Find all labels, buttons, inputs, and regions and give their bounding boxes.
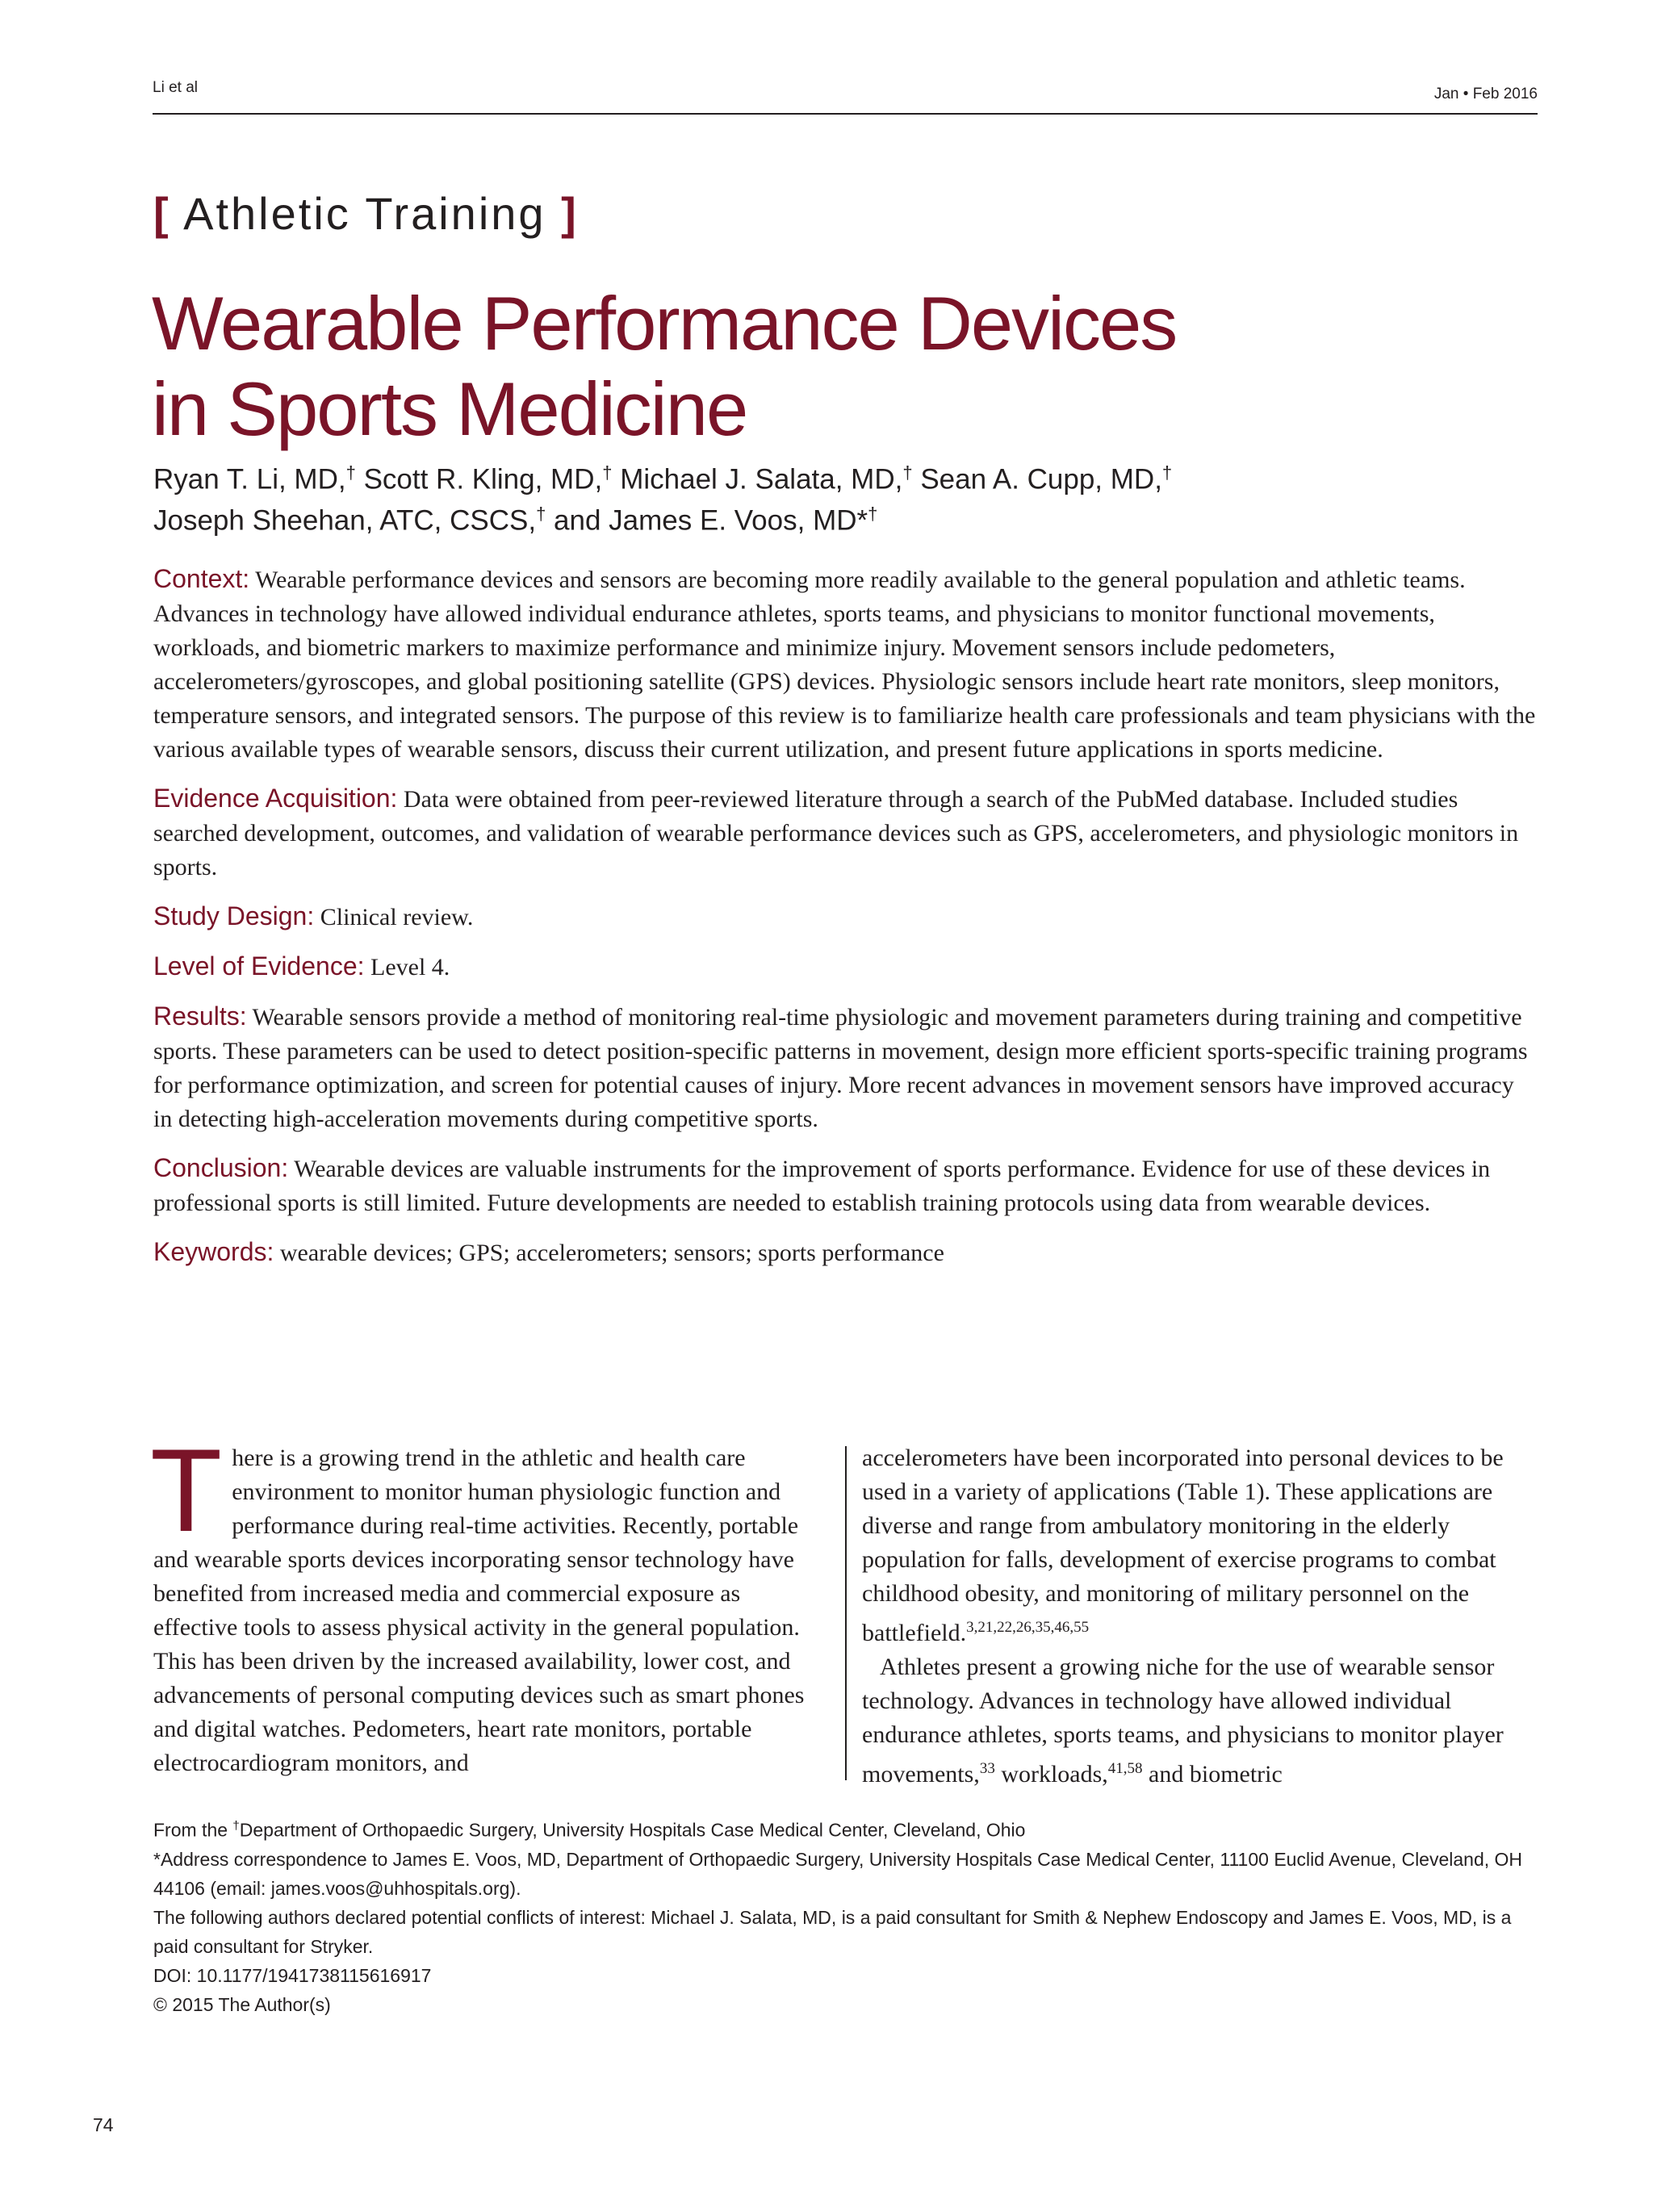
running-header-date: Jan • Feb 2016	[1433, 86, 1538, 102]
body-paragraph	[862, 1650, 1538, 1792]
abstract	[153, 562, 1538, 1285]
body-left-text: here is a growing trend in the athletic and health care environment to monitor human physiologic function and performance during real-time activities. Recently, portable and wearable sports devices incorporating sensor technology have benefited from increased media and commercial exposure as effective tools to assess physical activity in the general population. This has been driven by the increased availability, lower cost, and advancements of personal computing devices such as smart phones and digital watches. Pedometers, heart rate monitors, portable electrocardiogram monitors, and	[153, 1445, 805, 1776]
footnote-copyright: © 2015 The Author(s)	[153, 1993, 331, 2015]
affiliation-mark: †	[602, 462, 613, 483]
citation-ref: 33	[979, 1760, 995, 1777]
context-label: Context:	[153, 564, 250, 593]
evidence-text: Data were obtained from peer-reviewed literature through a search of the PubMed database. Included studies searched development, outcomes, and validation of wearable performance devices such as GPS, accelerometers, and physiologic monitors in sports.	[153, 786, 1519, 880]
level-text: Level 4.	[364, 954, 450, 981]
author-list	[153, 456, 1525, 537]
footnote-conflicts: The following authors declared potential conflicts of interest: Michael J. Salata, MD, is a paid consultant for Smith & Nephew Endoscopy and James E. Voos, MD, is a paid consultant for Stryker.	[153, 1906, 1512, 1957]
body-right-text-2a: Athletes present a growing niche for the use of wearable sensor technology. Advances in technology have allowed individual endurance athletes, sports teams, and physicians to monitor player movements,	[862, 1654, 1504, 1788]
conclusion-label: Conclusion:	[153, 1153, 289, 1182]
footnote-from: From the	[153, 1819, 233, 1841]
citation-ref: 3,21,22,26,35,46,55	[966, 1619, 1090, 1636]
footnote-address: *Address correspondence to James E. Voos, MD, Department of Orthopaedic Surgery, University Hospitals Case Medical Center, 11100 Euclid Avenue, Cleveland, OH 44106 (email: james.voos@uhhospitals.org).	[153, 1848, 1523, 1899]
article-title	[152, 281, 1362, 452]
design-text: Clinical review.	[314, 904, 474, 930]
affiliation-mark: †	[1161, 462, 1173, 483]
author-kling: Scott R. Kling, MD,	[363, 463, 603, 496]
drop-cap: T	[150, 1424, 223, 1556]
conclusion-text: Wearable devices are valuable instruments for the improvement of sports performance. Evidence for use of these devices in professional sports is still limited. Future developments are needed to establish training protocols using data from wearable devices.	[153, 1156, 1491, 1216]
abstract-conclusion	[153, 1151, 1538, 1220]
affiliation-mark: †	[232, 1819, 240, 1833]
section-label	[153, 187, 579, 240]
abstract-results	[153, 999, 1538, 1136]
footnote-doi: DOI: 10.1177/1941738115616917	[153, 1964, 432, 1986]
abstract-keywords	[153, 1235, 1538, 1270]
author-cupp: Sean A. Cupp, MD,	[920, 463, 1162, 496]
author-sheehan: Joseph Sheehan, ATC, CSCS,	[153, 504, 537, 537]
abstract-level	[153, 949, 1538, 985]
article-title-line1: Wearable Performance Devices	[152, 281, 1177, 366]
body-right-text-2c: and biometric	[1142, 1761, 1283, 1788]
keywords-label: Keywords:	[153, 1237, 274, 1266]
body-column-right	[862, 1441, 1538, 1792]
citation-ref: 41,58	[1107, 1760, 1143, 1777]
affiliation-mark: †	[536, 503, 546, 524]
author-li: Ryan T. Li, MD,	[153, 463, 346, 496]
footnote-affiliation	[153, 1812, 1538, 1845]
context-text: Wearable performance devices and sensors are becoming more readily available to the general population and athletic teams. Advances in technology have allowed individual endurance athletes, sports teams, and physicians to monitor functional movements, workloads, and biometric markers to maximize performance and minimize injury. Movement sensors include pedometers, accelerometers/gyroscopes, and global positioning satellite (GPS) devices. Physiologic sensors include heart rate monitors, sleep monitors, temperature sensors, and integrated sensors. The purpose of this review is to familiarize health care professionals and team physicians with the various available types of wearable sensors, discuss their current utilization, and present future applications in sports medicine.	[153, 567, 1536, 763]
body-right-text-2b: workloads,	[994, 1761, 1108, 1788]
design-label: Study Design:	[153, 901, 315, 930]
column-divider	[845, 1446, 847, 1780]
footnotes	[153, 1812, 1538, 2019]
article-title-line2: in Sports Medicine	[152, 366, 747, 451]
abstract-evidence	[153, 781, 1538, 884]
body-column-left	[150, 1424, 825, 1780]
affiliation-mark: †	[345, 462, 356, 483]
keywords-text: wearable devices; GPS; accelerometers; sensors; sports performance	[274, 1240, 944, 1266]
affiliation-mark: †	[868, 503, 878, 524]
footnote-department: Department of Orthopaedic Surgery, University Hospitals Case Medical Center, Cleveland, Ohio	[239, 1819, 1026, 1841]
abstract-context	[153, 562, 1538, 767]
section-bracket-open: [	[153, 188, 171, 239]
abstract-design	[153, 899, 1538, 935]
author-salata: Michael J. Salata, MD,	[620, 463, 903, 496]
section-bracket-close: ]	[561, 188, 579, 239]
affiliation-mark: †	[902, 462, 913, 483]
evidence-label: Evidence Acquisition:	[153, 784, 398, 813]
results-text: Wearable sensors provide a method of monitoring real-time physiologic and movement parameters during training and competitive sports. These parameters can be used to detect position-specific patterns in movement, design more efficient sports-specific training programs for performance optimization, and screen for potential causes of injury. More recent advances in movement sensors have improved accuracy in detecting high-acceleration movements during competitive sports.	[153, 1004, 1528, 1132]
body-right-text-1: accelerometers have been incorporated into personal devices to be used in a variety of applications (Table 1). These applications are diverse and range from ambulatory monitoring in the elderly population for falls, development of exercise programs to combat childhood obesity, and monitoring of military personnel on the battlefield.	[862, 1445, 1504, 1646]
running-header	[153, 79, 1538, 115]
author-voos: and James E. Voos, MD*	[554, 504, 868, 537]
page-number: 74	[93, 2114, 114, 2135]
body-paragraph	[150, 1424, 825, 1780]
results-label: Results:	[153, 1001, 247, 1031]
body-paragraph	[862, 1441, 1538, 1650]
body-columns	[150, 1424, 1538, 1790]
running-header-authors: Li et al	[153, 79, 198, 96]
section-label-text: Athletic Training	[183, 188, 546, 239]
level-label: Level of Evidence:	[153, 951, 365, 981]
